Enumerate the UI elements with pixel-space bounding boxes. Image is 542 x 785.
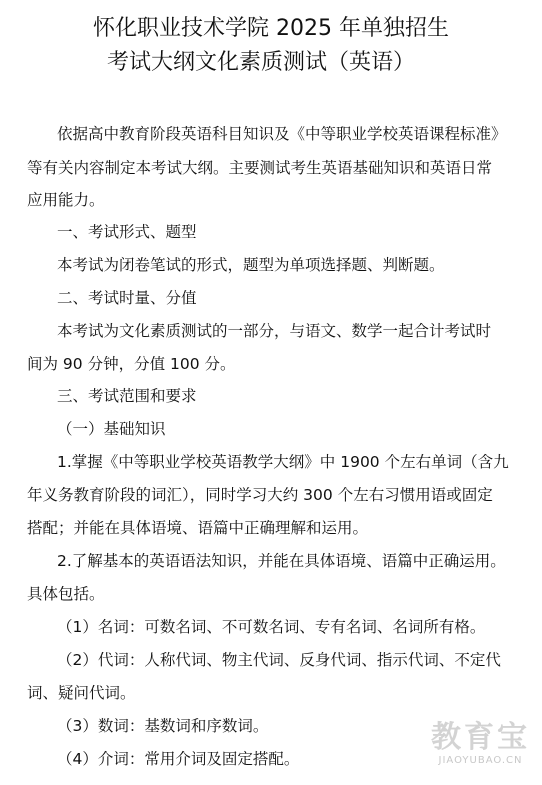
watermark-text: 教育宝 bbox=[431, 720, 530, 755]
paragraph-line: 本考试为文化素质测试的一部分，与语文、数学一起合计考试时 bbox=[57, 322, 492, 340]
list-item: （3）数词：基数词和序数词。 bbox=[57, 717, 269, 735]
paragraph-line: 依据高中教育阶段英语科目知识及《中等职业学校英语课程标准》 bbox=[57, 125, 507, 143]
paragraph-line: 搭配；并能在具体语境、语篇中正确理解和运用。 bbox=[27, 519, 369, 537]
section-heading: 一、考试形式、题型 bbox=[57, 223, 197, 241]
paragraph-line: 年义务教育阶段的词汇），同时学习大约 300 个左右习惯用语或固定 bbox=[27, 486, 493, 504]
section-heading: 三、考试范围和要求 bbox=[57, 387, 197, 405]
paragraph-line: 1.掌握《中等职业学校英语教学大纲》中 1900 个左右单词（含九 bbox=[57, 453, 509, 471]
paragraph-line: 等有关内容制定本考试大纲。主要测试考生英语基础知识和英语日常 bbox=[27, 159, 493, 177]
paragraph-line: 间为 90 分钟，分值 100 分。 bbox=[27, 355, 236, 373]
list-item: （4）介词：常用介词及固定搭配。 bbox=[57, 750, 300, 768]
paragraph-line: 本考试为闭卷笔试的形式，题型为单项选择题、判断题。 bbox=[57, 256, 445, 274]
document-title-line-1: 怀化职业技术学院 2025 年单独招生 bbox=[93, 16, 449, 41]
paragraph-line: 应用能力。 bbox=[27, 191, 105, 209]
paragraph-line: 具体包括。 bbox=[27, 585, 105, 603]
paragraph-line: 2.了解基本的英语语法知识，并能在具体语境、语篇中正确运用。 bbox=[57, 552, 506, 570]
watermark-url: JIAOYUBAO.CN bbox=[438, 755, 523, 766]
section-heading: 二、考试时量、分值 bbox=[57, 289, 197, 307]
list-item-continuation: 词、疑问代词。 bbox=[27, 684, 136, 702]
watermark-logo bbox=[431, 721, 530, 767]
list-item: （1）名词：可数名词、不可数名词、专有名词、名词所有格。 bbox=[57, 618, 486, 636]
document-title-line-2: 考试大纲文化素质测试（英语） bbox=[106, 50, 415, 75]
list-item: （2）代词：人称代词、物主代词、反身代词、指示代词、不定代 bbox=[57, 651, 501, 669]
subsection-heading: （一）基础知识 bbox=[57, 420, 166, 438]
